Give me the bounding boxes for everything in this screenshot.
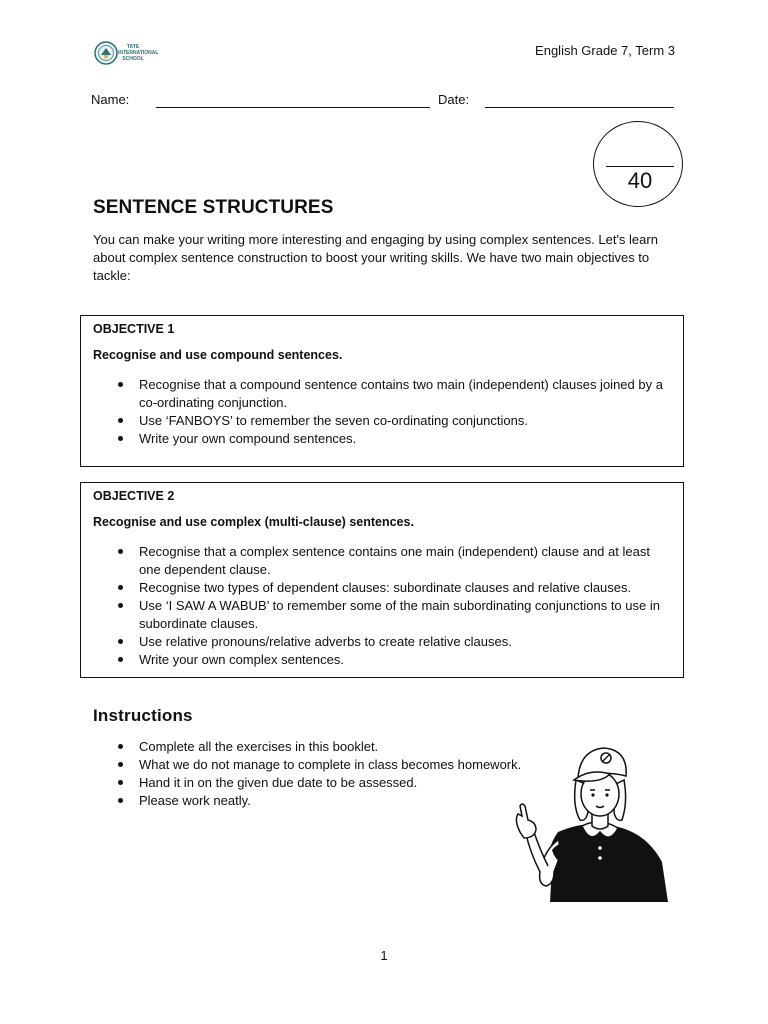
page-title: SENTENCE STRUCTURES	[93, 197, 334, 218]
instructions-heading: Instructions	[93, 706, 193, 725]
list-item: Write your own complex sentences.	[93, 651, 673, 669]
objective-subtitle: Recognise and use compound sentences.	[93, 348, 343, 362]
name-label: Name:	[91, 92, 130, 107]
date-label: Date:	[438, 92, 470, 107]
objective-heading: OBJECTIVE 1	[93, 322, 175, 336]
list-item: Use relative pronouns/relative adverbs to create relative clauses.	[93, 633, 673, 651]
page-number: 1	[380, 948, 388, 963]
list-item: Recognise that a compound sentence contains two main (independent) clauses joined by a co-ordinating conjunction.	[93, 376, 673, 412]
course-label: English Grade 7, Term 3	[535, 43, 675, 58]
score-field[interactable]	[606, 166, 674, 167]
list-item: Use ‘FANBOYS’ to remember the seven co-ordinating conjunctions.	[93, 412, 673, 430]
objective-heading: OBJECTIVE 2	[93, 489, 175, 503]
date-field[interactable]	[485, 107, 674, 108]
school-name: TATE INTERNATIONAL SCHOOL	[118, 44, 159, 62]
list-item: Complete all the exercises in this booklet.	[93, 738, 553, 756]
pointing-student-icon	[500, 740, 680, 910]
list-item: Write your own compound sentences.	[93, 430, 673, 448]
list-item: What we do not manage to complete in class becomes homework.	[93, 756, 553, 774]
list-item: Recognise two types of dependent clauses: subordinate clauses and relative clauses.	[93, 579, 673, 597]
objective-subtitle: Recognise and use complex (multi-clause) sentences.	[93, 515, 414, 529]
list-item: Recognise that a complex sentence contains one main (independent) clause and at least one dependent clause.	[93, 543, 673, 579]
list-item: Use ‘I SAW A WABUB’ to remember some of the main subordinating conjunctions to use in subordinate clauses.	[93, 597, 673, 633]
list-item: Hand it in on the given due date to be assessed.	[93, 774, 553, 792]
instructions-list	[93, 738, 553, 810]
objective-2-box	[80, 482, 684, 678]
name-field[interactable]	[156, 107, 430, 108]
score-total: 40	[627, 168, 653, 193]
list-item: Please work neatly.	[93, 792, 553, 810]
objective-1-box	[80, 315, 684, 467]
objective-1-list	[93, 376, 673, 448]
score-circle	[593, 121, 683, 207]
objective-2-list	[93, 543, 673, 669]
intro-paragraph: You can make your writing more interesting and engaging by using complex sentences. Let's learn about complex sentence construction to boost your writing skills. We have two main objectives to tackle:	[93, 232, 658, 283]
